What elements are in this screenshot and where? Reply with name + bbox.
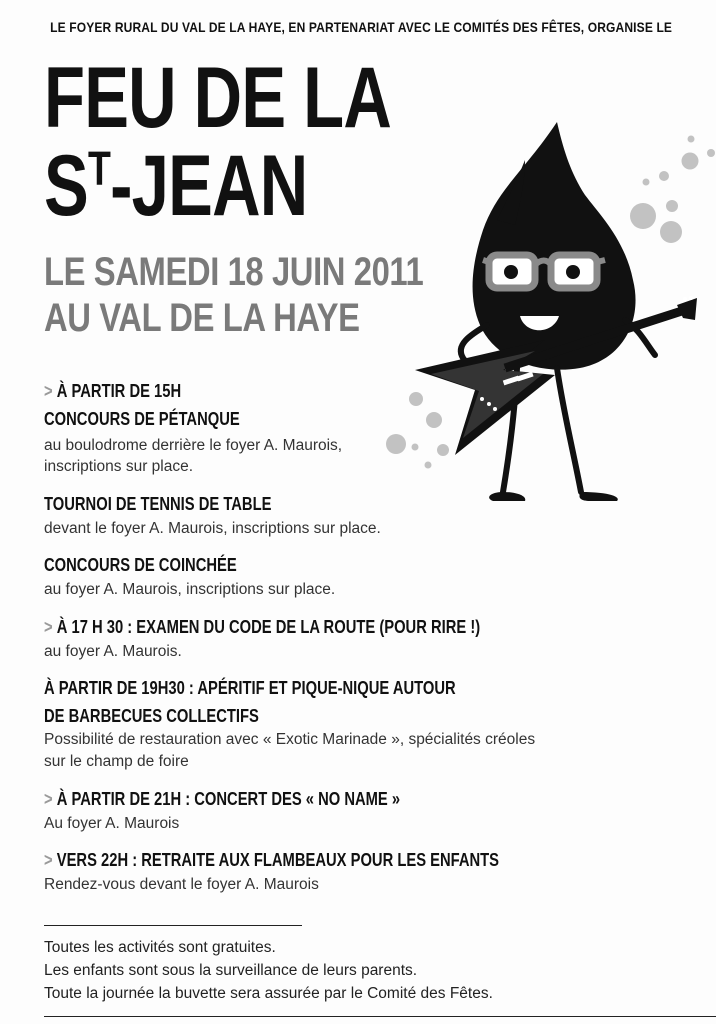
arrow-icon: > xyxy=(44,789,53,809)
title-s: S xyxy=(44,138,88,234)
footer-note-1: Toutes les activités sont gratuites. xyxy=(44,939,276,956)
event-4-desc: au foyer A. Maurois. xyxy=(44,643,182,660)
event-7-title: > VERS 22H : RETRAITE AUX FLAMBEAUX POUR LES ENFANTS xyxy=(44,850,500,870)
event-6-desc: Au foyer A. Maurois xyxy=(44,815,180,832)
arrow-icon: > xyxy=(44,850,53,870)
event-1-time: > À PARTIR DE 15H xyxy=(44,381,182,401)
event-5-desc-1: Possibilité de restauration avec « Exotic Marinade », spécialités créoles xyxy=(44,731,536,748)
event-1-desc-1: au boulodrome derrière le foyer A. Maurois, xyxy=(44,437,343,454)
footer-note-2: Les enfants sont sous la surveillance de leurs parents. xyxy=(44,962,418,979)
event-3-title: CONCOURS DE COINCHÉE xyxy=(44,555,237,575)
event-1-title: CONCOURS DE PÉTANQUE xyxy=(44,409,240,429)
arrow-icon: > xyxy=(44,381,53,401)
event-4-title: > À 17 H 30 : EXAMEN DU CODE DE LA ROUTE (POUR RIRE !) xyxy=(44,617,481,637)
flame-mascot-illustration xyxy=(385,120,716,510)
title-line-2 xyxy=(44,138,308,234)
divider-top xyxy=(44,925,302,926)
event-5-desc-2: sur le champ de foire xyxy=(44,753,189,770)
divider-bottom xyxy=(44,1016,716,1017)
title-line-1: FEU DE LA xyxy=(44,50,392,146)
event-1-desc-2: inscriptions sur place. xyxy=(44,458,194,475)
event-7-desc: Rendez-vous devant le foyer A. Maurois xyxy=(44,876,319,893)
event-2-desc: devant le foyer A. Maurois, inscriptions sur place. xyxy=(44,520,381,537)
title-superscript: T xyxy=(87,143,111,196)
event-3-desc: au foyer A. Maurois, inscriptions sur place. xyxy=(44,581,336,598)
intro-line: LE FOYER RURAL DU VAL DE LA HAYE, EN PARTENARIAT AVEC LE COMITÉS DES FÊTES, ORGANISE LE xyxy=(50,19,673,35)
footer-note-3: Toute la journée la buvette sera assurée par le Comité des Fêtes. xyxy=(44,985,493,1002)
date-line-2: AU VAL DE LA HAYE xyxy=(44,296,360,340)
event-2-title: TOURNOI DE TENNIS DE TABLE xyxy=(44,494,272,514)
event-5-title-1: À PARTIR DE 19H30 : APÉRITIF ET PIQUE-NIQUE AUTOUR xyxy=(44,678,456,698)
date-line-1: LE SAMEDI 18 JUIN 2011 xyxy=(44,250,424,294)
title-rest: -JEAN xyxy=(110,138,308,234)
arrow-icon: > xyxy=(44,617,53,637)
event-5-title-2: DE BARBECUES COLLECTIFS xyxy=(44,706,259,726)
event-6-title: > À PARTIR DE 21H : CONCERT DES « NO NAME » xyxy=(44,789,401,809)
